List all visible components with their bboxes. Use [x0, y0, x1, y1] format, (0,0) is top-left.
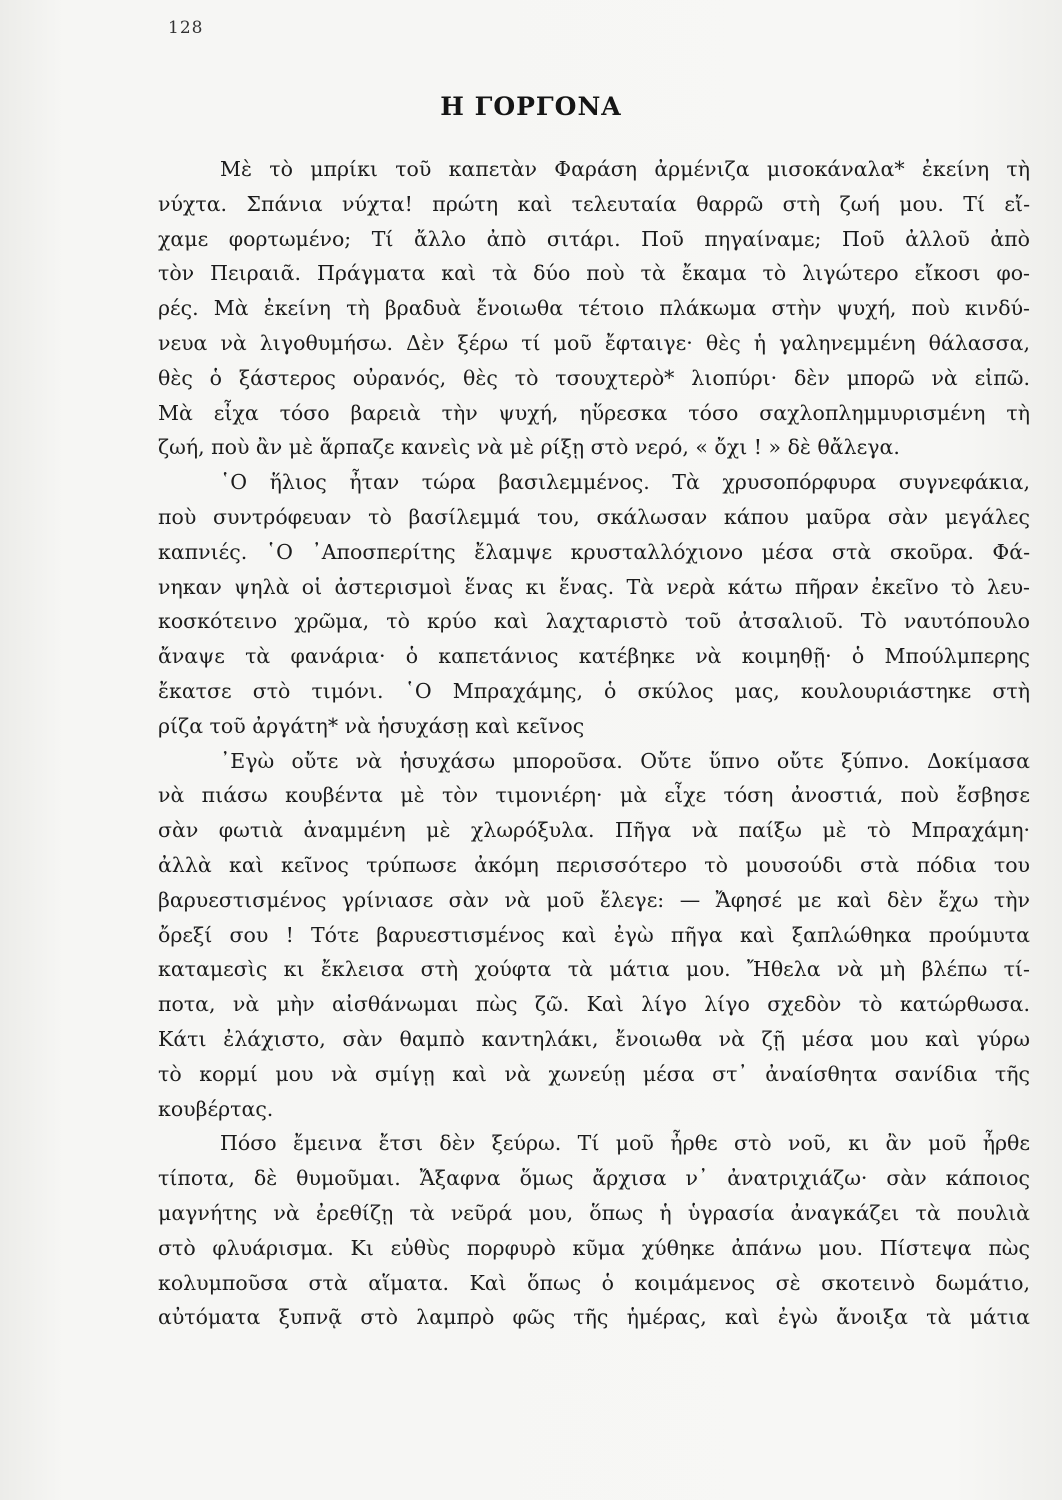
text-line: νηκαν ψηλὰ οἱ ἀστερισμοὶ ἕνας κι ἕνας. Τὰ νερὰ κάτω πῆραν ἐκεῖνο τὸ λευ-	[158, 574, 1030, 599]
text-line: κουβέρτας.	[158, 1096, 274, 1121]
text-line: κοσκότεινο χρῶμα, τὸ κρύο καὶ λαχταριστὸ τοῦ ἀτσαλιοῦ. Τὸ ναυτόπουλο	[158, 609, 1030, 634]
text-line: ἀλλὰ καὶ κεῖνος τρύπωσε ἀκόμη περισσότερο τὸ μουσούδι στὰ πόδια του	[158, 852, 1030, 877]
text-line: Μὰ εἶχα τόσο βαρειὰ τὴν ψυχή, ηὕρεσκα τόσο σαχλοπλημμυρισμένη τὴ	[158, 400, 1030, 425]
text-line: Πόσο ἔμεινα ἔτσι δὲν ξεύρω. Τί μοῦ ἦρθε στὸ νοῦ, κι ἂν μοῦ ἦρθε	[220, 1131, 1030, 1156]
text-line: καταμεσὶς κι ἔκλεισα στὴ χούφτα τὰ μάτια μου. Ἤθελα νὰ μὴ βλέπω τί-	[158, 957, 1030, 982]
text-line: βαρυεστισμένος γρίνιασε σὰν νὰ μοῦ ἔλεγε: — Ἄφησέ με καὶ δὲν ἔχω τὴν	[158, 887, 1030, 912]
text-line: νὰ πιάσω κουβέντα μὲ τὸν τιμονιέρη· μὰ εἶχε τόση ἀνοστιά, ποὺ ἔσβησε	[158, 783, 1030, 808]
text-line: νευα νὰ λιγοθυμήσω. Δὲν ξέρω τί μοῦ ἔφταιγε· θὲς ἡ γαληνεμμένη θάλασσα,	[158, 330, 1030, 355]
text-line: ἔκατσε στὸ τιμόνι. ῾Ο Μπραχάμης, ὁ σκύλος μας, κουλουριάστηκε στὴ	[158, 678, 1030, 703]
text-line: ποτα, νὰ μὴν αἰσθάνωμαι πὼς ζῶ. Καὶ λίγο λίγο σχεδὸν τὸ κατώρθωσα.	[158, 992, 1030, 1017]
text-line: ᾿Εγὼ οὔτε νὰ ἡσυχάσω μποροῦσα. Οὔτε ὕπνο οὔτε ξύπνο. Δοκίμασα	[220, 748, 1030, 773]
page-number: 128	[168, 18, 204, 38]
text-line: ζωή, ποὺ ἂν μὲ ἅρπαζε κανεὶς νὰ μὲ ρίξῃ στὸ νερό, « ὄχι ! » δὲ θἄλεγα.	[158, 435, 900, 460]
text-line: νύχτα. Σπάνια νύχτα! πρώτη καὶ τελευταία θαρρῶ στὴ ζωή μου. Τί εἴ-	[158, 191, 1030, 216]
text-line: αὐτόματα ξυπνᾷ στὸ λαμπρὸ φῶς τῆς ἡμέρας, καὶ ἐγὼ ἄνοιξα τὰ μάτια	[158, 1305, 1030, 1330]
text-line: τὸ κορμί μου νὰ σμίγῃ καὶ νὰ χωνεύῃ μέσα στ᾿ ἀναίσθητα σανίδια τῆς	[158, 1061, 1030, 1086]
text-line: σὰν φωτιὰ ἀναμμένη μὲ χλωρόξυλα. Πῆγα νὰ παίξω μὲ τὸ Μπραχάμη·	[158, 818, 1030, 843]
text-line: θὲς ὁ ξάστερος οὐρανός, θὲς τὸ τσουχτερὸ* λιοπύρι· δὲν μπορῶ νὰ εἰπῶ.	[158, 365, 1030, 390]
text-line: μαγνήτης νὰ ἐρεθίζῃ τὰ νεῦρά μου, ὅπως ἡ ὑγρασία ἀναγκάζει τὰ πουλιὰ	[158, 1200, 1030, 1225]
text-line: ποὺ συντρόφευαν τὸ βασίλεμμά του, σκάλωσαν κάπου μαῦρα σὰν μεγάλες	[158, 504, 1030, 529]
text-line: Μὲ τὸ μπρίκι τοῦ καπετὰν Φαράση ἀρμένιζα μισοκάναλα* ἐκείνη τὴ	[220, 157, 1030, 181]
text-line: Κάτι ἐλάχιστο, σὰν θαμπὸ καντηλάκι, ἔνοιωθα νὰ ζῇ μέσα μου καὶ γύρω	[158, 1026, 1030, 1051]
text-line: στὸ φλυάρισμα. Κι εὐθὺς πορφυρὸ κῦμα χύθηκε ἀπάνω μου. Πίστεψα πὼς	[158, 1235, 1030, 1260]
text-line: ῾Ο ἥλιος ἦταν τώρα βασιλεμμένος. Τὰ χρυσοπόρφυρα συγνεφάκια,	[220, 470, 1030, 495]
text-line: ρές. Μὰ ἐκείνη τὴ βραδυὰ ἔνοιωθα τέτοιο πλάκωμα στὴν ψυχή, ποὺ κινδύ-	[158, 296, 1030, 321]
text-line: κολυμποῦσα στὰ αἵματα. Καὶ ὅπως ὁ κοιμάμενος σὲ σκοτεινὸ δωμάτιο,	[158, 1270, 1030, 1295]
text-line: ρίζα τοῦ ἀργάτη* νὰ ἡσυχάσῃ καὶ κεῖνος	[158, 713, 585, 738]
text-line: καπνιές. ῾Ο ᾿Αποσπερίτης ἔλαμψε κρυσταλλόχιονο μέσα στὰ σκοῦρα. Φά-	[158, 539, 1030, 564]
text-line: ὄρεξί σου ! Τότε βαρυεστισμένος καὶ ἐγὼ πῆγα καὶ ξαπλώθηκα προύμυτα	[158, 922, 1030, 947]
chapter-title: Η ΓΟΡΓΟΝΑ	[440, 92, 622, 121]
text-line: χαμε φορτωμένο; Τί ἄλλο ἀπὸ σιτάρι. Ποῦ πηγαίναμε; Ποῦ ἀλλοῦ ἀπὸ	[158, 226, 1030, 251]
text-line: ἄναψε τὰ φανάρια· ὁ καπετάνιος κατέβηκε νὰ κοιμηθῇ· ὁ Μπούλμπερης	[158, 644, 1030, 669]
text-line: τὸν Πειραιᾶ. Πράγματα καὶ τὰ δύο ποὺ τὰ ἔκαμα τὸ λιγώτερο εἴκοσι φο-	[158, 261, 1030, 286]
text-line: τίποτα, δὲ θυμοῦμαι. Ἄξαφνα ὅμως ἄρχισα ν᾿ ἀνατριχιάζω· σὰν κάποιος	[158, 1166, 1030, 1191]
body-text	[158, 152, 1030, 1335]
